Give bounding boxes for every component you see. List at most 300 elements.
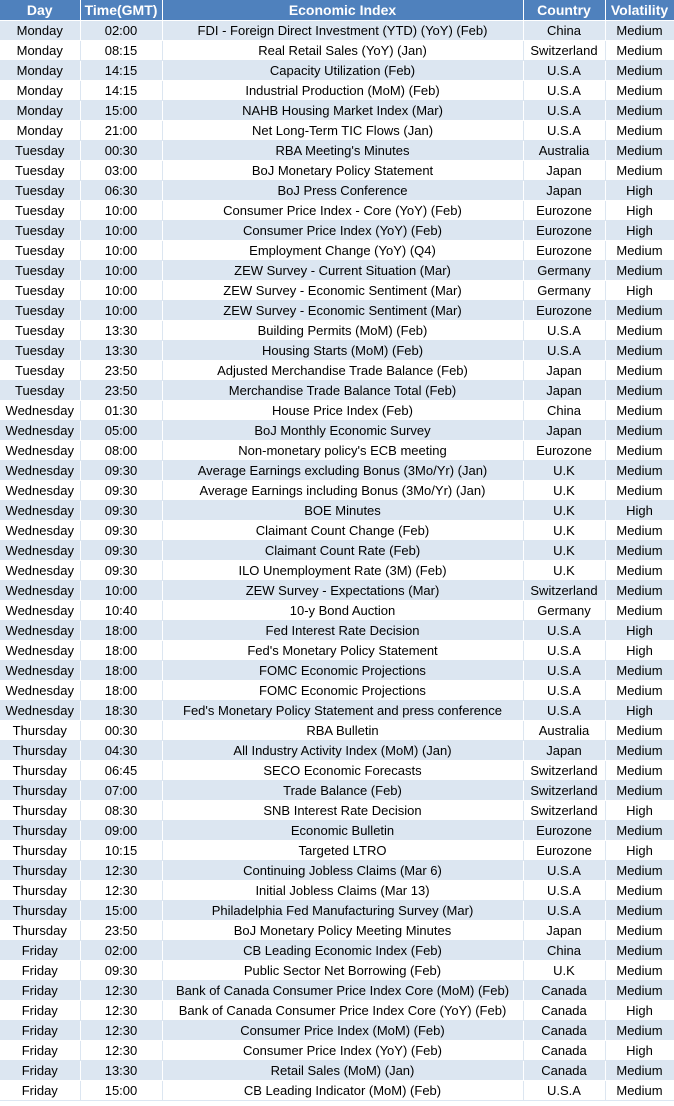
country-cell: U.S.A — [523, 101, 605, 121]
time-cell: 10:40 — [80, 601, 162, 621]
table-row — [0, 361, 674, 381]
volatility-cell: Medium — [605, 1061, 674, 1081]
volatility-cell: Medium — [605, 601, 674, 621]
country-cell: China — [523, 941, 605, 961]
economic-index-cell: Claimant Count Rate (Feb) — [162, 541, 523, 561]
volatility-cell: Medium — [605, 161, 674, 181]
economic-index-cell: 10-y Bond Auction — [162, 601, 523, 621]
country-cell: Switzerland — [523, 761, 605, 781]
day-cell: Tuesday — [0, 301, 80, 321]
volatility-cell: High — [605, 641, 674, 661]
table-row — [0, 741, 674, 761]
table-row — [0, 541, 674, 561]
volatility-cell: Medium — [605, 61, 674, 81]
economic-index-cell: Consumer Price Index - Core (YoY) (Feb) — [162, 201, 523, 221]
volatility-cell: Medium — [605, 981, 674, 1001]
table-row — [0, 81, 674, 101]
table-row — [0, 521, 674, 541]
economic-index-cell: ZEW Survey - Economic Sentiment (Mar) — [162, 301, 523, 321]
country-cell: U.S.A — [523, 701, 605, 721]
table-row — [0, 621, 674, 641]
economic-index-cell: Trade Balance (Feb) — [162, 781, 523, 801]
economic-index-cell: Bank of Canada Consumer Price Index Core (MoM) (Feb) — [162, 981, 523, 1001]
economic-index-cell: Average Earnings including Bonus (3Mo/Yr) (Jan) — [162, 481, 523, 501]
country-cell: U.S.A — [523, 681, 605, 701]
volatility-cell: High — [605, 281, 674, 301]
time-cell: 13:30 — [80, 321, 162, 341]
economic-index-cell: Fed's Monetary Policy Statement — [162, 641, 523, 661]
day-cell: Thursday — [0, 741, 80, 761]
time-cell: 07:00 — [80, 781, 162, 801]
country-cell: Germany — [523, 281, 605, 301]
economic-index-cell: BoJ Press Conference — [162, 181, 523, 201]
time-cell: 09:30 — [80, 481, 162, 501]
country-cell: U.S.A — [523, 861, 605, 881]
table-row — [0, 1021, 674, 1041]
economic-index-cell: Fed Interest Rate Decision — [162, 621, 523, 641]
day-cell: Tuesday — [0, 141, 80, 161]
day-cell: Thursday — [0, 721, 80, 741]
volatility-cell: Medium — [605, 861, 674, 881]
table-row — [0, 41, 674, 61]
time-cell: 09:30 — [80, 501, 162, 521]
country-cell: U.S.A — [523, 661, 605, 681]
table-row — [0, 221, 674, 241]
time-cell: 08:30 — [80, 801, 162, 821]
table-row — [0, 561, 674, 581]
time-cell: 10:00 — [80, 281, 162, 301]
table-row — [0, 141, 674, 161]
day-cell: Tuesday — [0, 161, 80, 181]
economic-index-cell: FOMC Economic Projections — [162, 681, 523, 701]
volatility-cell: High — [605, 621, 674, 641]
volatility-cell: Medium — [605, 521, 674, 541]
day-cell: Wednesday — [0, 461, 80, 481]
country-cell: U.S.A — [523, 641, 605, 661]
day-cell: Monday — [0, 101, 80, 121]
country-cell: U.K — [523, 541, 605, 561]
table-row — [0, 921, 674, 941]
economic-index-cell: BoJ Monetary Policy Statement — [162, 161, 523, 181]
time-cell: 02:00 — [80, 21, 162, 41]
day-cell: Tuesday — [0, 221, 80, 241]
volatility-cell: Medium — [605, 301, 674, 321]
time-cell: 10:00 — [80, 581, 162, 601]
country-cell: U.K — [523, 521, 605, 541]
country-cell: Canada — [523, 981, 605, 1001]
day-cell: Friday — [0, 1001, 80, 1021]
country-cell: U.S.A — [523, 341, 605, 361]
time-cell: 18:00 — [80, 641, 162, 661]
volatility-cell: Medium — [605, 101, 674, 121]
table-row — [0, 941, 674, 961]
country-cell: U.S.A — [523, 1081, 605, 1101]
time-cell: 23:50 — [80, 921, 162, 941]
economic-index-cell: Net Long-Term TIC Flows (Jan) — [162, 121, 523, 141]
economic-index-cell: SNB Interest Rate Decision — [162, 801, 523, 821]
volatility-cell: Medium — [605, 941, 674, 961]
table-row — [0, 841, 674, 861]
country-cell: Germany — [523, 601, 605, 621]
table-row — [0, 61, 674, 81]
economic-index-cell: Real Retail Sales (YoY) (Jan) — [162, 41, 523, 61]
economic-index-cell: Employment Change (YoY) (Q4) — [162, 241, 523, 261]
time-cell: 09:30 — [80, 461, 162, 481]
economic-index-cell: Public Sector Net Borrowing (Feb) — [162, 961, 523, 981]
economic-index-cell: House Price Index (Feb) — [162, 401, 523, 421]
table-row — [0, 1041, 674, 1061]
economic-index-cell: Retail Sales (MoM) (Jan) — [162, 1061, 523, 1081]
time-cell: 03:00 — [80, 161, 162, 181]
day-cell: Wednesday — [0, 541, 80, 561]
time-cell: 12:30 — [80, 861, 162, 881]
time-cell: 09:30 — [80, 541, 162, 561]
country-cell: Switzerland — [523, 781, 605, 801]
country-cell: Japan — [523, 921, 605, 941]
volatility-cell: Medium — [605, 321, 674, 341]
country-cell: Canada — [523, 1061, 605, 1081]
time-cell: 09:30 — [80, 561, 162, 581]
economic-index-cell: NAHB Housing Market Index (Mar) — [162, 101, 523, 121]
table-row — [0, 161, 674, 181]
time-cell: 08:15 — [80, 41, 162, 61]
table-row — [0, 861, 674, 881]
time-cell: 06:45 — [80, 761, 162, 781]
time-cell: 12:30 — [80, 1001, 162, 1021]
economic-index-cell: Average Earnings excluding Bonus (3Mo/Yr) (Jan) — [162, 461, 523, 481]
table-row — [0, 901, 674, 921]
economic-index-cell: Claimant Count Change (Feb) — [162, 521, 523, 541]
table-row — [0, 1081, 674, 1101]
time-cell: 01:30 — [80, 401, 162, 421]
day-cell: Friday — [0, 1081, 80, 1101]
economic-index-cell: SECO Economic Forecasts — [162, 761, 523, 781]
economic-index-cell: Targeted LTRO — [162, 841, 523, 861]
day-cell: Tuesday — [0, 281, 80, 301]
economic-index-cell: CB Leading Economic Index (Feb) — [162, 941, 523, 961]
country-cell: U.S.A — [523, 321, 605, 341]
economic-index-cell: BOE Minutes — [162, 501, 523, 521]
time-cell: 09:30 — [80, 961, 162, 981]
time-cell: 08:00 — [80, 441, 162, 461]
table-row — [0, 601, 674, 621]
economic-index-cell: Capacity Utilization (Feb) — [162, 61, 523, 81]
country-cell: Australia — [523, 721, 605, 741]
country-cell: U.S.A — [523, 881, 605, 901]
time-cell: 13:30 — [80, 1061, 162, 1081]
country-cell: U.S.A — [523, 61, 605, 81]
volatility-cell: Medium — [605, 761, 674, 781]
economic-index-cell: Bank of Canada Consumer Price Index Core (YoY) (Feb) — [162, 1001, 523, 1021]
day-cell: Wednesday — [0, 641, 80, 661]
country-cell: Japan — [523, 381, 605, 401]
day-cell: Thursday — [0, 761, 80, 781]
volatility-cell: Medium — [605, 1021, 674, 1041]
country-cell: China — [523, 21, 605, 41]
country-cell: Eurozone — [523, 441, 605, 461]
volatility-cell: Medium — [605, 581, 674, 601]
country-cell: Switzerland — [523, 801, 605, 821]
table-row — [0, 701, 674, 721]
volatility-cell: Medium — [605, 121, 674, 141]
volatility-cell: Medium — [605, 81, 674, 101]
country-cell: U.K — [523, 961, 605, 981]
time-cell: 09:30 — [80, 521, 162, 541]
economic-index-cell: CB Leading Indicator (MoM) (Feb) — [162, 1081, 523, 1101]
day-cell: Friday — [0, 1041, 80, 1061]
time-cell: 06:30 — [80, 181, 162, 201]
time-cell: 12:30 — [80, 881, 162, 901]
volatility-cell: High — [605, 181, 674, 201]
day-cell: Wednesday — [0, 561, 80, 581]
day-cell: Monday — [0, 21, 80, 41]
economic-index-cell: Consumer Price Index (MoM) (Feb) — [162, 1021, 523, 1041]
table-row — [0, 581, 674, 601]
country-cell: Japan — [523, 741, 605, 761]
economic-index-cell: RBA Meeting's Minutes — [162, 141, 523, 161]
table-row — [0, 301, 674, 321]
table-row — [0, 241, 674, 261]
time-cell: 10:00 — [80, 261, 162, 281]
day-cell: Wednesday — [0, 601, 80, 621]
day-cell: Thursday — [0, 821, 80, 841]
volatility-cell: Medium — [605, 1081, 674, 1101]
time-cell: 02:00 — [80, 941, 162, 961]
time-cell: 15:00 — [80, 1081, 162, 1101]
table-row — [0, 1001, 674, 1021]
day-cell: Tuesday — [0, 201, 80, 221]
table-row — [0, 321, 674, 341]
time-cell: 15:00 — [80, 901, 162, 921]
day-cell: Wednesday — [0, 441, 80, 461]
table-row — [0, 641, 674, 661]
economic-index-cell: FOMC Economic Projections — [162, 661, 523, 681]
day-cell: Friday — [0, 1021, 80, 1041]
economic-index-cell: FDI - Foreign Direct Investment (YTD) (YoY) (Feb) — [162, 21, 523, 41]
time-cell: 04:30 — [80, 741, 162, 761]
volatility-cell: Medium — [605, 741, 674, 761]
economic-index-cell: Initial Jobless Claims (Mar 13) — [162, 881, 523, 901]
volatility-cell: Medium — [605, 561, 674, 581]
table-row — [0, 341, 674, 361]
economic-index-cell: ILO Unemployment Rate (3M) (Feb) — [162, 561, 523, 581]
time-cell: 12:30 — [80, 981, 162, 1001]
day-cell: Wednesday — [0, 481, 80, 501]
time-cell: 15:00 — [80, 101, 162, 121]
day-cell: Monday — [0, 61, 80, 81]
table-row — [0, 1061, 674, 1081]
economic-index-cell: Consumer Price Index (YoY) (Feb) — [162, 221, 523, 241]
time-cell: 23:50 — [80, 381, 162, 401]
volatility-cell: Medium — [605, 381, 674, 401]
day-cell: Tuesday — [0, 261, 80, 281]
time-cell: 09:00 — [80, 821, 162, 841]
volatility-cell: Medium — [605, 681, 674, 701]
header-row — [0, 0, 674, 21]
time-cell: 18:30 — [80, 701, 162, 721]
volatility-cell: High — [605, 1041, 674, 1061]
header-economic-index: Economic Index — [162, 0, 523, 21]
time-cell: 00:30 — [80, 141, 162, 161]
header-day: Day — [0, 0, 80, 21]
economic-index-cell: BoJ Monthly Economic Survey — [162, 421, 523, 441]
economic-index-cell: All Industry Activity Index (MoM) (Jan) — [162, 741, 523, 761]
day-cell: Monday — [0, 121, 80, 141]
day-cell: Tuesday — [0, 361, 80, 381]
country-cell: Canada — [523, 1021, 605, 1041]
time-cell: 10:15 — [80, 841, 162, 861]
time-cell: 10:00 — [80, 241, 162, 261]
day-cell: Tuesday — [0, 241, 80, 261]
country-cell: U.K — [523, 481, 605, 501]
volatility-cell: High — [605, 841, 674, 861]
table-row — [0, 121, 674, 141]
time-cell: 18:00 — [80, 621, 162, 641]
table-row — [0, 181, 674, 201]
table-row — [0, 281, 674, 301]
country-cell: Japan — [523, 421, 605, 441]
day-cell: Wednesday — [0, 621, 80, 641]
country-cell: Switzerland — [523, 41, 605, 61]
time-cell: 10:00 — [80, 221, 162, 241]
table-row — [0, 21, 674, 41]
day-cell: Wednesday — [0, 521, 80, 541]
time-cell: 12:30 — [80, 1021, 162, 1041]
table-row — [0, 101, 674, 121]
day-cell: Thursday — [0, 841, 80, 861]
country-cell: U.S.A — [523, 81, 605, 101]
table-row — [0, 681, 674, 701]
country-cell: U.K — [523, 461, 605, 481]
country-cell: Eurozone — [523, 821, 605, 841]
table-row — [0, 761, 674, 781]
country-cell: Australia — [523, 141, 605, 161]
volatility-cell: Medium — [605, 921, 674, 941]
table-row — [0, 801, 674, 821]
country-cell: Eurozone — [523, 301, 605, 321]
table-row — [0, 421, 674, 441]
table-row — [0, 981, 674, 1001]
table-row — [0, 401, 674, 421]
economic-index-cell: Merchandise Trade Balance Total (Feb) — [162, 381, 523, 401]
day-cell: Friday — [0, 1061, 80, 1081]
economic-index-cell: Fed's Monetary Policy Statement and press conference — [162, 701, 523, 721]
economic-index-cell: Philadelphia Fed Manufacturing Survey (Mar) — [162, 901, 523, 921]
time-cell: 05:00 — [80, 421, 162, 441]
day-cell: Friday — [0, 981, 80, 1001]
volatility-cell: Medium — [605, 721, 674, 741]
day-cell: Thursday — [0, 781, 80, 801]
time-cell: 18:00 — [80, 681, 162, 701]
day-cell: Tuesday — [0, 381, 80, 401]
country-cell: Canada — [523, 1001, 605, 1021]
country-cell: Eurozone — [523, 241, 605, 261]
header-volatility: Volatility — [605, 0, 674, 21]
table-row — [0, 881, 674, 901]
volatility-cell: Medium — [605, 341, 674, 361]
time-cell: 14:15 — [80, 81, 162, 101]
country-cell: Switzerland — [523, 581, 605, 601]
time-cell: 13:30 — [80, 341, 162, 361]
day-cell: Wednesday — [0, 501, 80, 521]
volatility-cell: High — [605, 201, 674, 221]
volatility-cell: High — [605, 801, 674, 821]
country-cell: U.S.A — [523, 121, 605, 141]
economic-index-cell: Housing Starts (MoM) (Feb) — [162, 341, 523, 361]
volatility-cell: High — [605, 501, 674, 521]
time-cell: 10:00 — [80, 201, 162, 221]
volatility-cell: Medium — [605, 141, 674, 161]
table-row — [0, 781, 674, 801]
economic-index-cell: BoJ Monetary Policy Meeting Minutes — [162, 921, 523, 941]
country-cell: U.S.A — [523, 621, 605, 641]
country-cell: Japan — [523, 361, 605, 381]
economic-index-cell: Economic Bulletin — [162, 821, 523, 841]
country-cell: U.K — [523, 561, 605, 581]
table-row — [0, 661, 674, 681]
volatility-cell: Medium — [605, 541, 674, 561]
economic-index-cell: Building Permits (MoM) (Feb) — [162, 321, 523, 341]
day-cell: Wednesday — [0, 581, 80, 601]
header-time: Time(GMT) — [80, 0, 162, 21]
volatility-cell: Medium — [605, 361, 674, 381]
time-cell: 21:00 — [80, 121, 162, 141]
economic-index-cell: Industrial Production (MoM) (Feb) — [162, 81, 523, 101]
volatility-cell: High — [605, 701, 674, 721]
volatility-cell: Medium — [605, 901, 674, 921]
day-cell: Wednesday — [0, 681, 80, 701]
day-cell: Thursday — [0, 801, 80, 821]
time-cell: 00:30 — [80, 721, 162, 741]
economic-index-cell: RBA Bulletin — [162, 721, 523, 741]
day-cell: Friday — [0, 941, 80, 961]
day-cell: Thursday — [0, 861, 80, 881]
table-row — [0, 821, 674, 841]
day-cell: Thursday — [0, 921, 80, 941]
table-row — [0, 261, 674, 281]
volatility-cell: Medium — [605, 881, 674, 901]
table-row — [0, 481, 674, 501]
volatility-cell: Medium — [605, 961, 674, 981]
table-row — [0, 501, 674, 521]
volatility-cell: Medium — [605, 821, 674, 841]
volatility-cell: Medium — [605, 41, 674, 61]
day-cell: Thursday — [0, 881, 80, 901]
country-cell: Canada — [523, 1041, 605, 1061]
country-cell: Eurozone — [523, 221, 605, 241]
economic-index-cell: Consumer Price Index (YoY) (Feb) — [162, 1041, 523, 1061]
day-cell: Thursday — [0, 901, 80, 921]
economic-index-cell: ZEW Survey - Current Situation (Mar) — [162, 261, 523, 281]
header-country: Country — [523, 0, 605, 21]
country-cell: U.K — [523, 501, 605, 521]
day-cell: Wednesday — [0, 421, 80, 441]
time-cell: 12:30 — [80, 1041, 162, 1061]
country-cell: Japan — [523, 181, 605, 201]
time-cell: 18:00 — [80, 661, 162, 681]
country-cell: Eurozone — [523, 201, 605, 221]
day-cell: Wednesday — [0, 701, 80, 721]
country-cell: Japan — [523, 161, 605, 181]
volatility-cell: Medium — [605, 481, 674, 501]
table-row — [0, 721, 674, 741]
volatility-cell: Medium — [605, 261, 674, 281]
volatility-cell: High — [605, 221, 674, 241]
volatility-cell: Medium — [605, 441, 674, 461]
time-cell: 23:50 — [80, 361, 162, 381]
table-row — [0, 441, 674, 461]
day-cell: Friday — [0, 961, 80, 981]
